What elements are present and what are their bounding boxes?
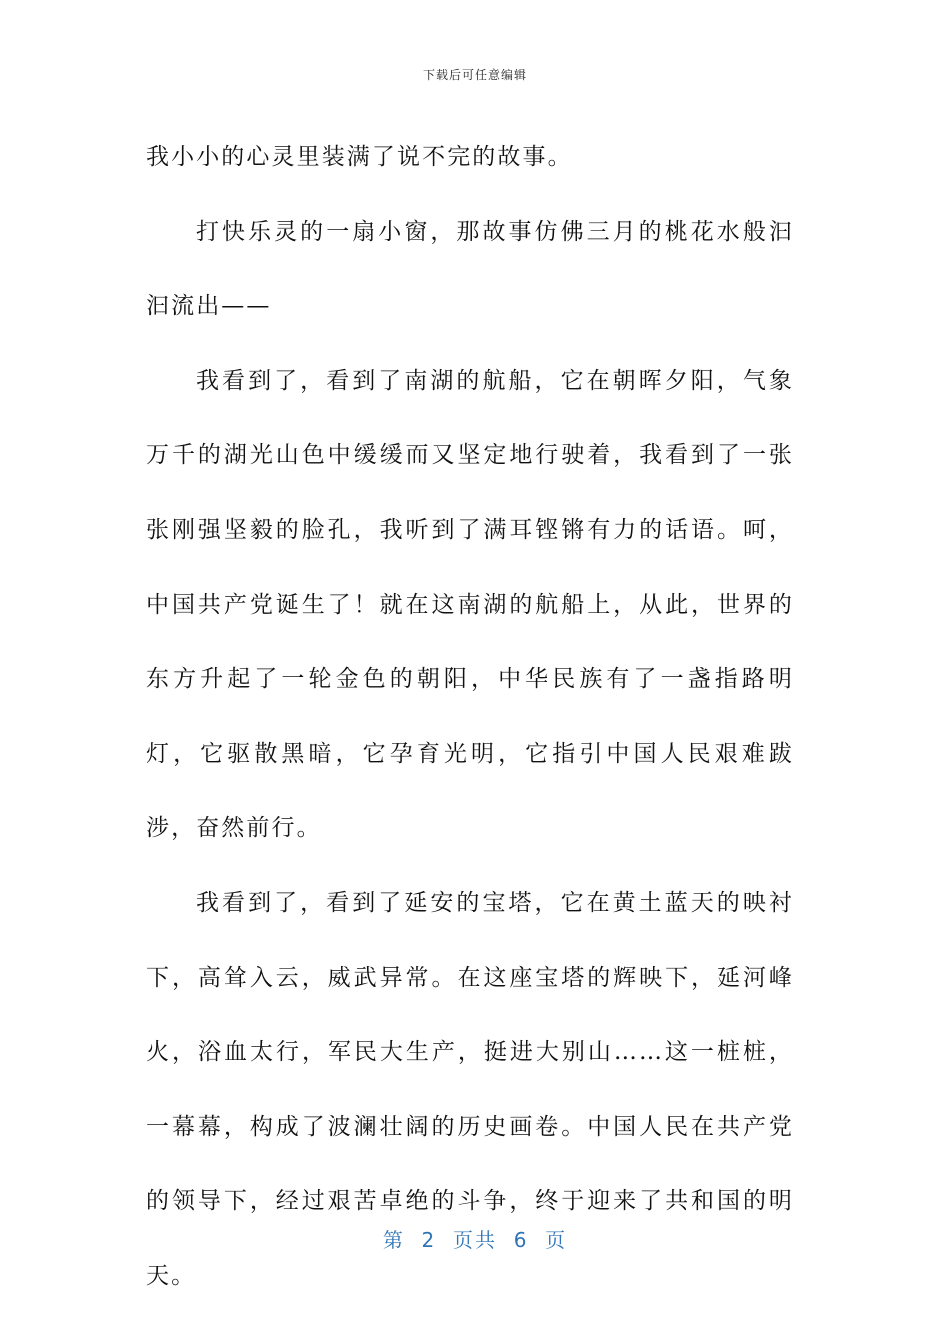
paragraph: 我看到了，看到了南湖的航船，它在朝晖夕阳，气象万千的湖光山色中缓缓而又坚定地行驶着，我看到了一张张刚强坚毅的脸孔，我听到了满耳铿锵有力的话语。呵，中国共产党诞生了！就在这南湖的航船上，从此，世界的东方升起了一轮金色的朝阳，中华民族有了一盏指路明灯，它驱散黑暗，它孕育光明，它指引中国人民艰难跋涉，奋然前行。: [146, 367, 794, 842]
document-body: [146, 120, 794, 1314]
paragraph: 我看到了，看到了延安的宝塔，它在黄土蓝天的映衬下，高耸入云，威武异常。在这座宝塔的辉映下，延河峰火，浴血太行，军民大生产，挺进大别山……这一桩桩，一幕幕，构成了波澜壮阔的历史画卷。中国人民在共产党的领导下，经过艰苦卓绝的斗争，终于迎来了共和国的明天。: [146, 889, 794, 1289]
paragraph: 打快乐灵的一扇小窗，那故事仿佛三月的桃花水般汩汩流出——: [146, 218, 794, 320]
paragraph-continuation: 我小小的心灵里装满了说不完的故事。: [146, 144, 573, 170]
page-number-footer: 第 2 页共 6 页: [382, 1228, 568, 1252]
page-header: 下载后可任意编辑: [422, 68, 527, 82]
